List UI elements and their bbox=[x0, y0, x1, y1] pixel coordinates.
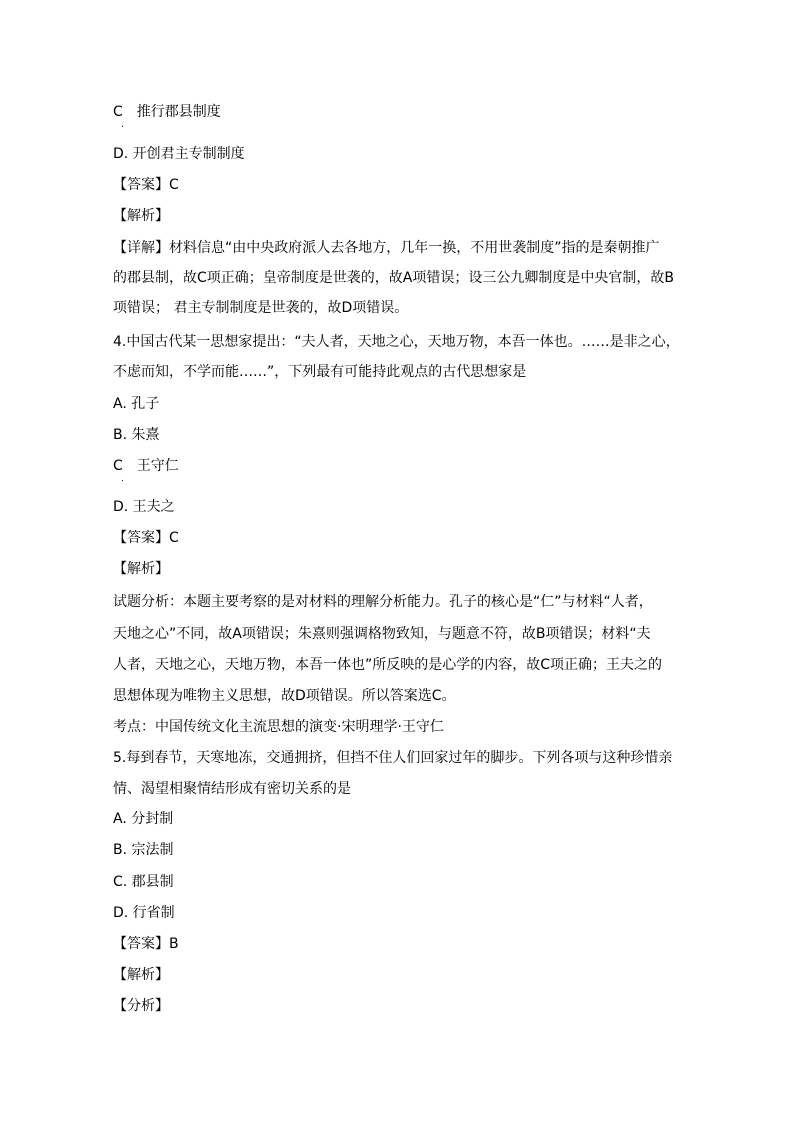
q5-option-b: B. 宗法制 bbox=[113, 842, 174, 858]
option-dot-mark: . bbox=[121, 474, 124, 484]
q3-detail-line-1: 【详解】材料信息“由中央政府派人去各地方，几年一换，不用世袭制度”指的是秦朝推广 bbox=[113, 240, 660, 256]
q5-analysis-heading: 【解析】 bbox=[113, 967, 169, 983]
q5-option-a: A. 分封制 bbox=[113, 811, 174, 827]
q3-detail-line-3: 项错误； 君主专制制度是世袭的，故D项错误。 bbox=[113, 300, 409, 316]
q4-analysis-line-2: 天地之心”不同，故A项错误；朱熹则强调格物致知，与题意不符，故B项错误；材料“夫 bbox=[113, 626, 651, 642]
q4-option-b: B. 朱熹 bbox=[113, 427, 160, 443]
q4-analysis-line-3: 人者，天地之心，天地万物，本吾一体也”所反映的是心学的内容，故C项正确；王夫之的 bbox=[113, 657, 663, 673]
q3-analysis-heading: 【解析】 bbox=[113, 208, 169, 224]
q4-kaodian: 考点：中国传统文化主流思想的演变·宋明理学·王守仁 bbox=[113, 719, 444, 735]
q4-option-c: C 王守仁 bbox=[113, 458, 179, 474]
option-dot-mark: . bbox=[121, 120, 124, 130]
q4-analysis-line-1: 试题分析：本题主要考察的是对材料的理解分析能力。孔子的核心是“仁”与材料“人者， bbox=[113, 594, 653, 610]
q4-stem-line-2: 不虑而知，不学而能……”，下列最有可能持此观点的古代思想家是 bbox=[113, 364, 527, 380]
q4-option-a: A. 孔子 bbox=[113, 396, 160, 412]
q3-option-d: D. 开创君主专制制度 bbox=[113, 146, 245, 162]
q4-stem-line-1: 4.中国古代某一思想家提出：“夫人者，天地之心，天地万物，本吾一体也。……是非之心， bbox=[113, 334, 680, 350]
q5-option-c: C. 郡县制 bbox=[113, 874, 174, 890]
q5-option-d: D. 行省制 bbox=[113, 905, 175, 921]
q4-analysis-heading: 【解析】 bbox=[113, 561, 169, 577]
q5-answer: 【答案】B bbox=[113, 936, 179, 952]
q5-fenxi-heading: 【分析】 bbox=[113, 998, 169, 1014]
q5-stem-line-2: 情、渴望相聚情结形成有密切关系的是 bbox=[113, 781, 351, 797]
q3-answer: 【答案】C bbox=[113, 177, 179, 193]
q4-analysis-line-4: 思想体现为唯物主义思想，故D项错误。所以答案选C。 bbox=[113, 688, 456, 704]
q5-stem-line-1: 5.每到春节，天寒地冻，交通拥挤，但挡不住人们回家过年的脚步。下列各项与这种珍惜亲 bbox=[113, 750, 673, 766]
q4-answer: 【答案】C bbox=[113, 530, 179, 546]
q3-option-c: C 推行郡县制度 bbox=[113, 104, 221, 120]
q3-detail-line-2: 的郡县制，故C项正确；皇帝制度是世袭的，故A项错误；设三公九卿制度是中央官制，故B bbox=[113, 270, 674, 286]
q4-option-d: D. 王夫之 bbox=[113, 499, 175, 515]
